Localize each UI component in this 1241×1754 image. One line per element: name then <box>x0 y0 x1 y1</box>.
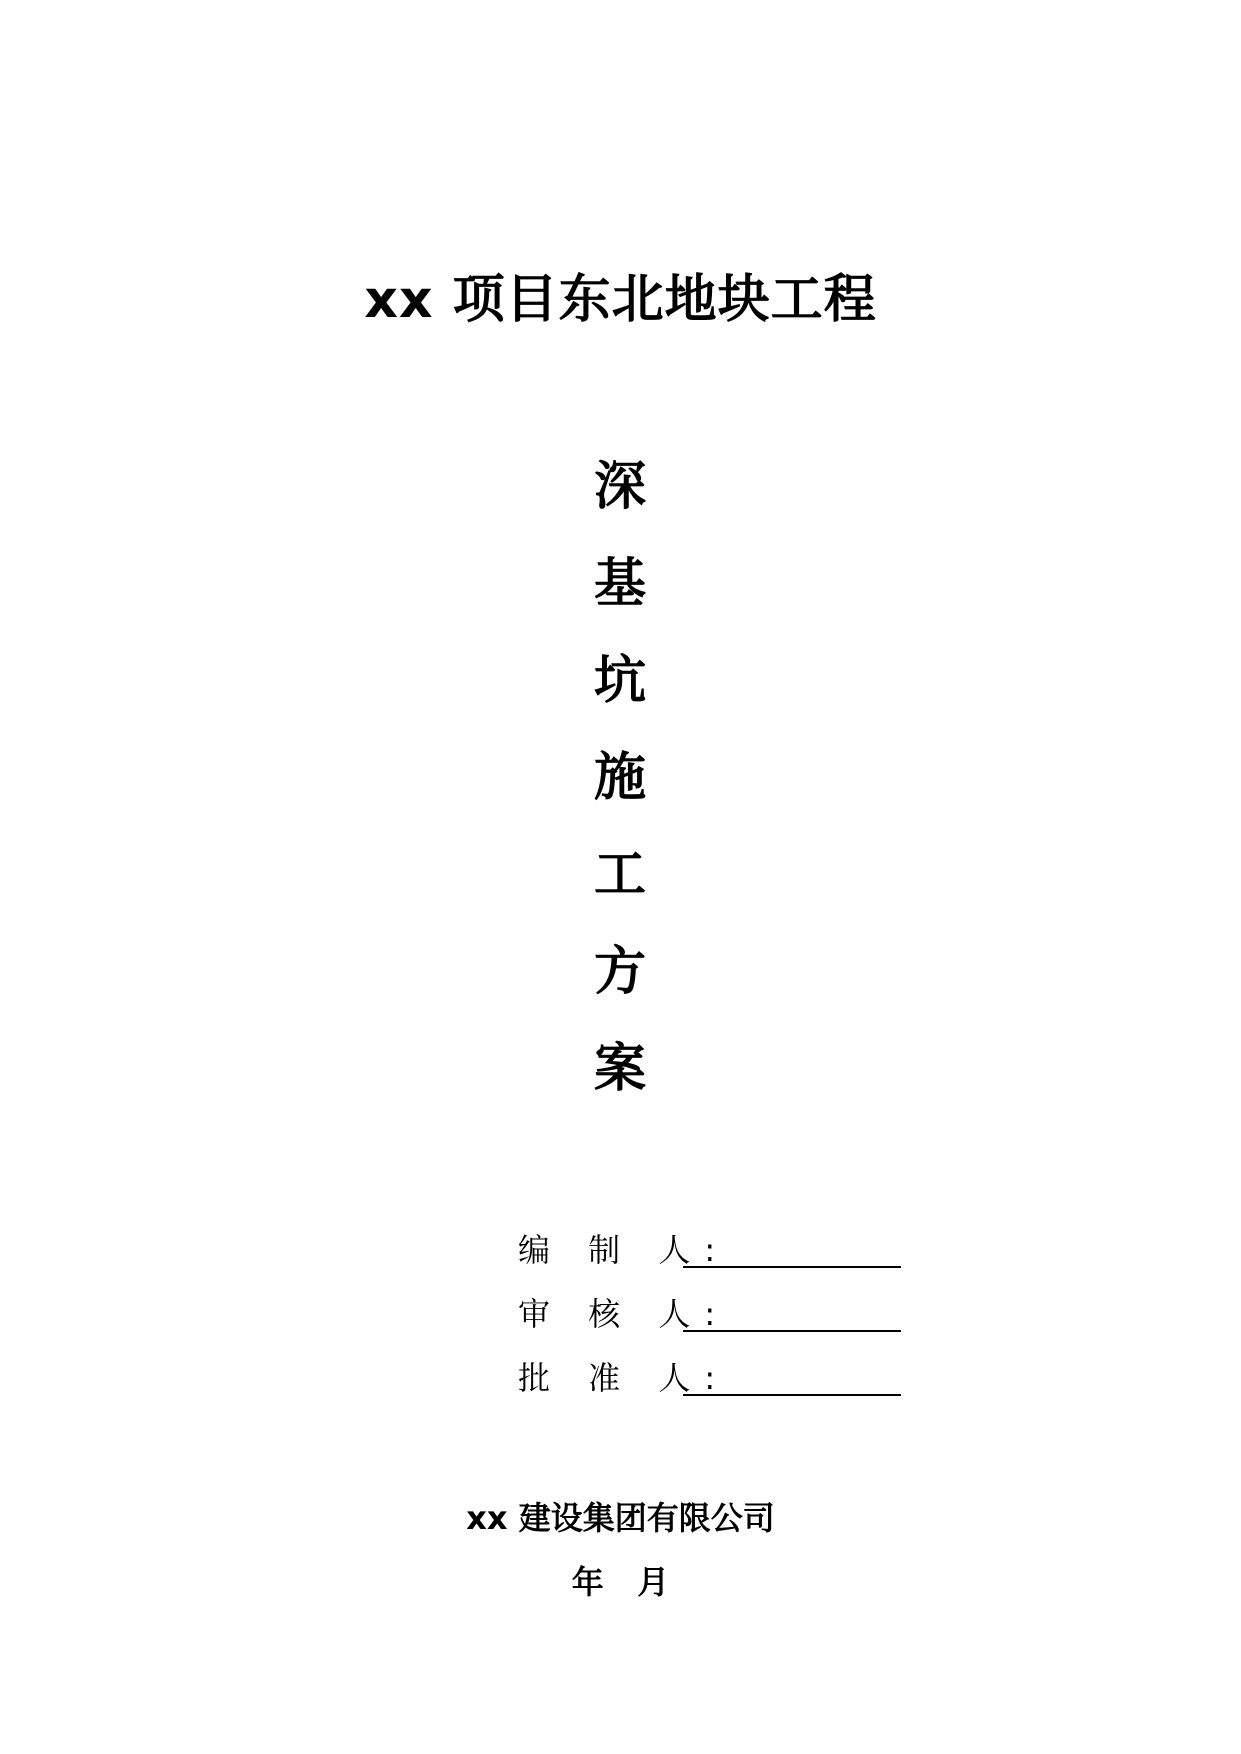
title-char: 基 <box>593 554 646 614</box>
signature-line <box>683 1330 901 1332</box>
title-char: 深 <box>593 457 646 517</box>
signoff-label: 编 制 人: <box>518 1231 730 1269</box>
title-char: 方 <box>593 942 646 1002</box>
title-char: 工 <box>593 845 646 905</box>
signoff-row-compiler <box>518 1222 908 1286</box>
title-char: 施 <box>593 748 646 808</box>
signoff-row-reviewer <box>518 1286 908 1350</box>
signoff-row-approver <box>518 1350 908 1414</box>
signature-line <box>683 1266 901 1268</box>
signoff-label: 审 核 人: <box>518 1295 730 1333</box>
title-char: 坑 <box>593 651 646 711</box>
project-title: xx 项目东北地块工程 <box>364 270 877 330</box>
signoff-label: 批 准 人: <box>518 1359 730 1397</box>
company-name: xx 建设集团有限公司 <box>466 1499 775 1537</box>
signature-line <box>683 1394 901 1396</box>
title-char: 案 <box>593 1039 646 1099</box>
date-line: 年 月 <box>571 1563 670 1601</box>
document-title-vertical <box>588 455 652 1134</box>
signoff-block <box>518 1222 908 1414</box>
